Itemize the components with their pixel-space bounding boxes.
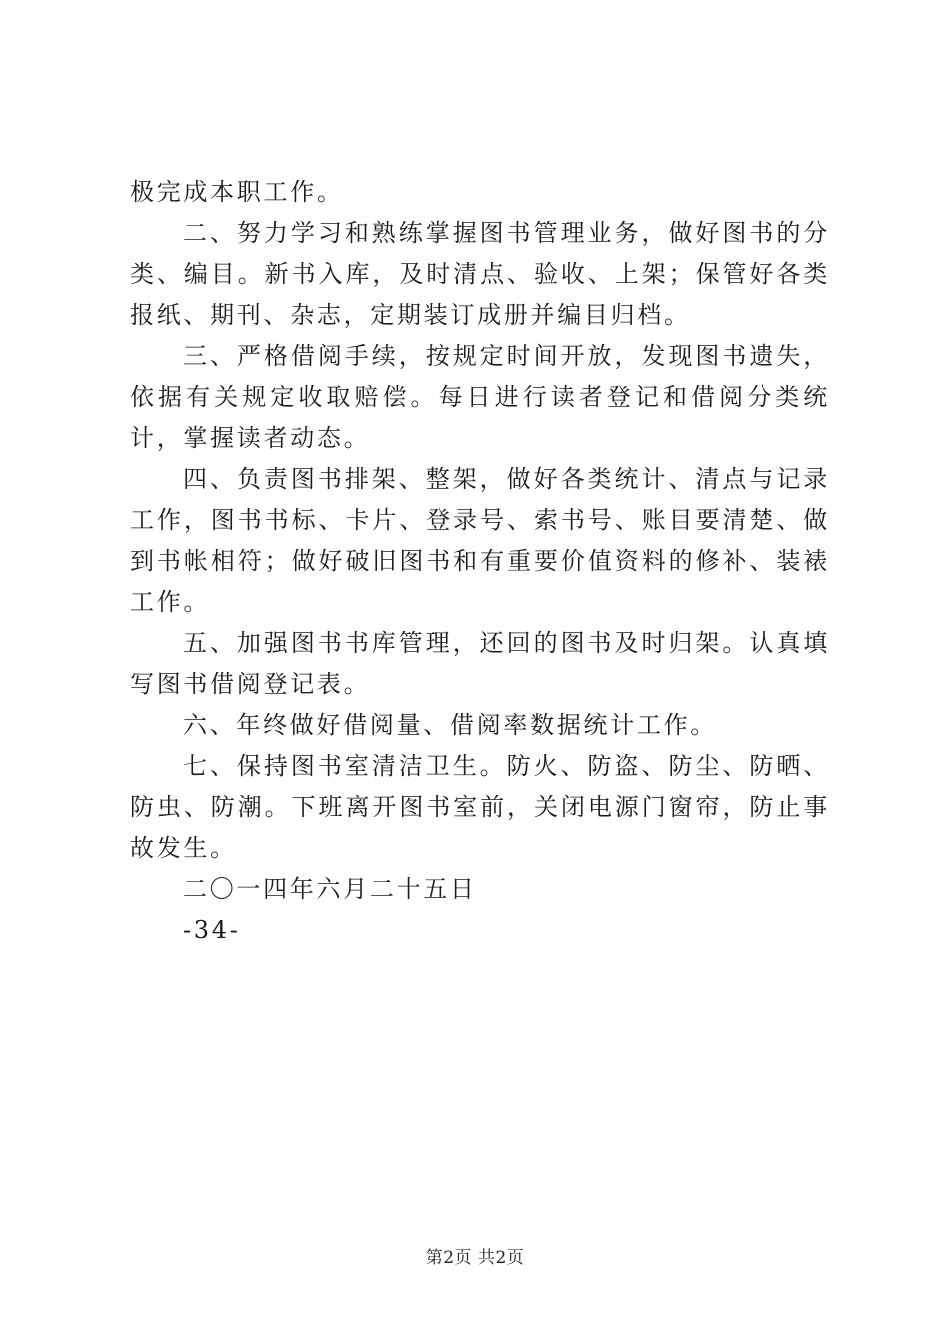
paragraph-continuation: 极完成本职工作。 [130, 178, 344, 206]
document-date: 二〇一四年六月二十五日 [183, 875, 477, 903]
paragraph-item-4: 四、负责图书排架、整架，做好各类统计、清点与记录工作，图书书标、卡片、登录号、索书号、账目要清楚、做到书帐相符；做好破旧图书和有重要价值资料的修补、装裱工作。 [130, 465, 830, 616]
paragraph-item-5: 五、加强图书书库管理，还回的图书及时归架。认真填写图书借阅登记表。 [130, 629, 830, 698]
paragraph-item-6: 六、年终做好借阅量、借阅率数据统计工作。 [183, 711, 717, 739]
paragraph-item-7: 七、保持图书室清洁卫生。防火、防盗、防尘、防晒、防虫、防潮。下班离开图书室前，关闭电源门窗帘，防止事故发生。 [130, 752, 830, 862]
document-body [130, 172, 830, 951]
page-footer: 第2页 共2页 [425, 1248, 525, 1268]
document-page-number: -34- [183, 916, 241, 944]
paragraph-item-3: 三、严格借阅手续，按规定时间开放，发现图书遗失，依据有关规定收取赔偿。每日进行读者登记和借阅分类统计，掌握读者动态。 [130, 342, 830, 452]
paragraph-item-2: 二、努力学习和熟练掌握图书管理业务，做好图书的分类、编目。新书入库，及时清点、验收、上架；保管好各类报纸、期刊、杂志，定期装订成册并编目归档。 [130, 219, 830, 329]
